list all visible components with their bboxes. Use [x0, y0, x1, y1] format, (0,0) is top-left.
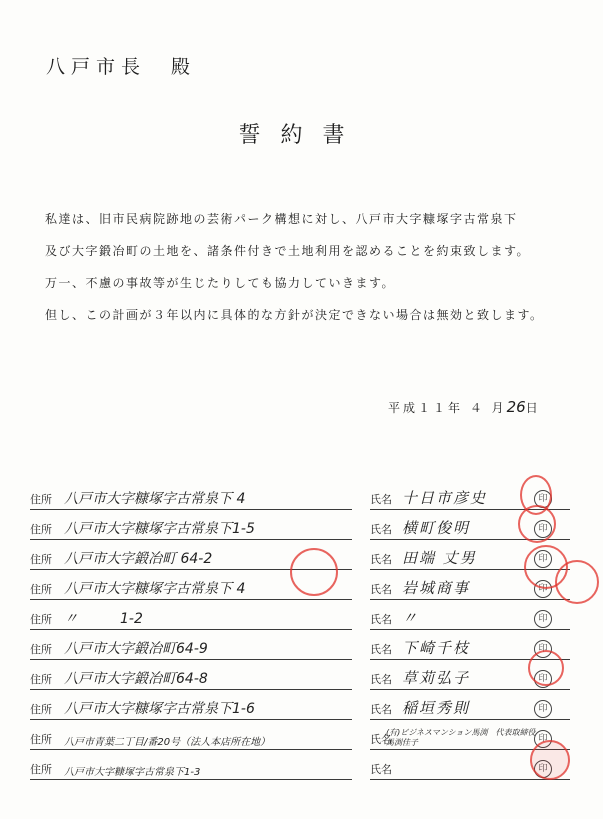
signature-row [30, 600, 570, 630]
address-label: 住所 [30, 703, 52, 716]
name-value: 横町俊明 [402, 519, 471, 537]
address-label: 住所 [30, 523, 52, 536]
address-value: 八戸市大字糠塚字古常泉下1-6 [64, 701, 255, 717]
body-line-3: 万一、不慮の事故等が生じたりしても協力していきます。 [45, 276, 396, 290]
address-value: 八戸市大字糠塚字古常泉下1-5 [64, 521, 255, 537]
name-label: 氏名 [370, 703, 392, 716]
seal-mark: 印 [534, 670, 552, 688]
signature-row [30, 720, 570, 750]
name-value: 下崎千枝 [402, 639, 471, 657]
name-label: 氏名 [370, 643, 392, 656]
name-value: 十日市彦史 [402, 489, 488, 507]
seal-mark: 印 [534, 700, 552, 718]
name-label: 氏名 [370, 733, 392, 746]
address-value: 八戸市大字糠塚字古常泉下 4 [64, 581, 246, 597]
seal-mark: 印 [534, 640, 552, 658]
date-day-handwritten: 26 [506, 398, 526, 416]
signature-row [30, 750, 570, 780]
signature-row [30, 480, 570, 510]
signature-row [30, 690, 570, 720]
seal-mark: 印 [534, 490, 552, 508]
address-value: 八戸市青葉二丁目/番20号（法人本店所在地） [64, 737, 271, 748]
name-value: 〃 [402, 609, 420, 627]
signature-row [30, 510, 570, 540]
address-value: 八戸市大字糠塚字古常泉下 4 [64, 491, 246, 507]
address-label: 住所 [30, 553, 52, 566]
address-value: 八戸市大字鍛冶町64-8 [64, 671, 208, 687]
name-value: 田端 丈男 [402, 549, 477, 567]
signature-row [30, 660, 570, 690]
name-value: 草苅弘子 [402, 669, 471, 687]
name-value: 岩城商事 [402, 579, 471, 597]
seal-mark: 印 [534, 550, 552, 568]
name-label: 氏名 [370, 673, 392, 686]
address-value: 八戸市大字糠塚字古常泉下1-3 [64, 767, 201, 778]
address-label: 住所 [30, 763, 52, 776]
name-label: 氏名 [370, 493, 392, 506]
seal-mark: 印 [534, 580, 552, 598]
name-label: 氏名 [370, 523, 392, 536]
addressee: 八戸市長 殿 [46, 56, 197, 78]
address-label: 住所 [30, 673, 52, 686]
seal-mark: 印 [534, 730, 552, 748]
signature-row [30, 630, 570, 660]
address-label: 住所 [30, 583, 52, 596]
name-value: 稲垣秀則 [402, 699, 471, 717]
address-label: 住所 [30, 493, 52, 506]
document-title: 誓約書 [238, 123, 365, 148]
address-value: 八戸市大字鍛冶町 64-2 [64, 551, 213, 567]
date-suffix: 日 [525, 401, 541, 415]
seal-mark: 印 [534, 760, 552, 778]
seal-mark: 印 [534, 610, 552, 628]
body-line-2: 及び大字鍛冶町の土地を、諸条件付きで土地利用を認めることを約束致します。 [45, 244, 531, 258]
address-line [30, 779, 352, 780]
address-label: 住所 [30, 733, 52, 746]
seal-mark: 印 [534, 520, 552, 538]
body-line-1: 私達は、旧市民病院跡地の芸術パーク構想に対し、八戸市大字糠塚字古常泉下 [45, 212, 518, 226]
red-seal-stamp [290, 548, 338, 596]
red-seal-stamp [555, 560, 599, 604]
address-value: 〃 1-2 [64, 611, 143, 627]
red-seal-stamp [518, 505, 556, 543]
name-label: 氏名 [370, 553, 392, 566]
name-label: 氏名 [370, 583, 392, 596]
body-line-4: 但し、この計画が３年以内に具体的な方針が決定できない場合は無効と致します。 [45, 308, 544, 322]
address-label: 住所 [30, 643, 52, 656]
name-line [370, 779, 570, 780]
red-seal-stamp [530, 740, 570, 780]
name-label: 氏名 [370, 613, 392, 626]
name-value: (有)ビジネスマンション馬渕 代表取締役 馬渕佳子 [386, 728, 536, 747]
address-label: 住所 [30, 613, 52, 626]
name-label: 氏名 [370, 763, 392, 776]
address-value: 八戸市大字鍛冶町64-9 [64, 641, 208, 657]
date [388, 398, 541, 416]
red-seal-stamp [528, 650, 564, 686]
date-prefix: 平成１１年 ４ 月 [388, 401, 507, 415]
